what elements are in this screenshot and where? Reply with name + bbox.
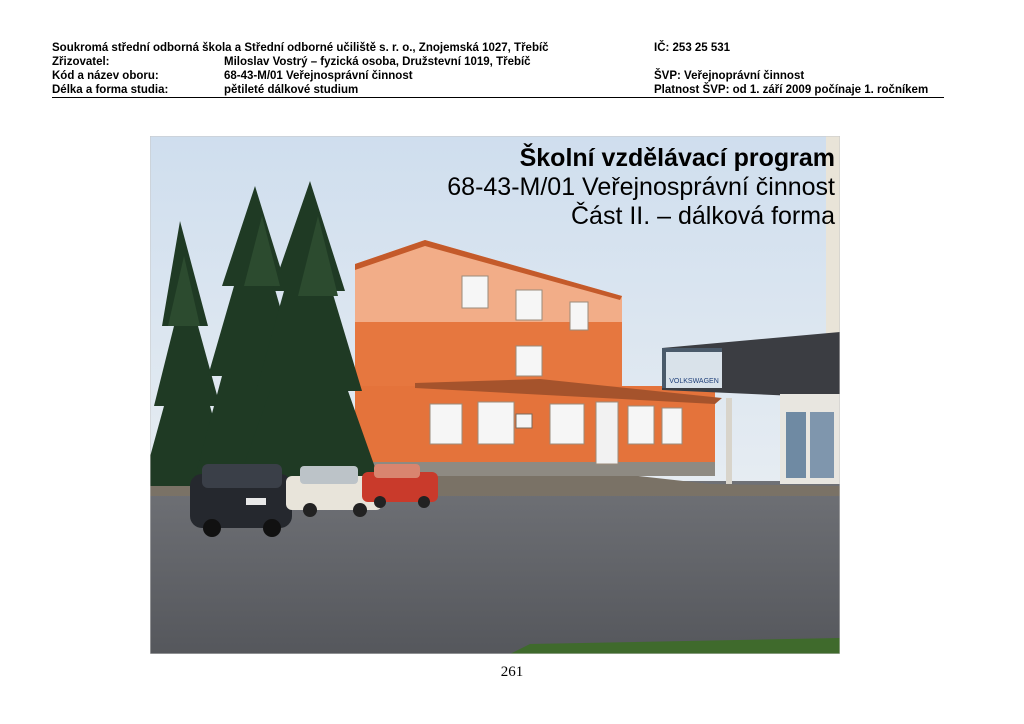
school-name: Soukromá střední odborná škola a Střední odborné učiliště s. r. o., Znojemská 1027, Třebíč: [52, 42, 549, 54]
study-length-label: Délka a forma studia:: [52, 84, 169, 96]
page-number: 261: [500, 664, 524, 680]
school-building-photo: [150, 136, 840, 654]
founder-label: Zřizovatel:: [52, 56, 110, 68]
dealer-sign-text: VOLKSWAGEN: [669, 378, 719, 385]
svp-validity: Platnost ŠVP: od 1. září 2009 počínaje 1. ročníkem: [654, 84, 929, 96]
study-length-value: pětileté dálkové studium: [224, 84, 359, 96]
header-row-4: [52, 84, 944, 98]
svp-name: ŠVP: Veřejnoprávní činnost: [654, 70, 805, 82]
company-id: IČ: 253 25 531: [654, 42, 731, 54]
cover-title-block: [447, 144, 835, 231]
founder-value: Miloslav Vostrý – fyzická osoba, Družstevní 1019, Třebíč: [224, 56, 531, 68]
field-code-label: Kód a název oboru:: [52, 70, 159, 82]
field-code-value: 68-43-M/01 Veřejnosprávní činnost: [224, 70, 413, 82]
program-part: Část II. – dálková forma: [570, 202, 835, 230]
program-subtitle: 68-43-M/01 Veřejnosprávní činnost: [447, 173, 835, 201]
program-title: Školní vzdělávací program: [519, 144, 835, 172]
